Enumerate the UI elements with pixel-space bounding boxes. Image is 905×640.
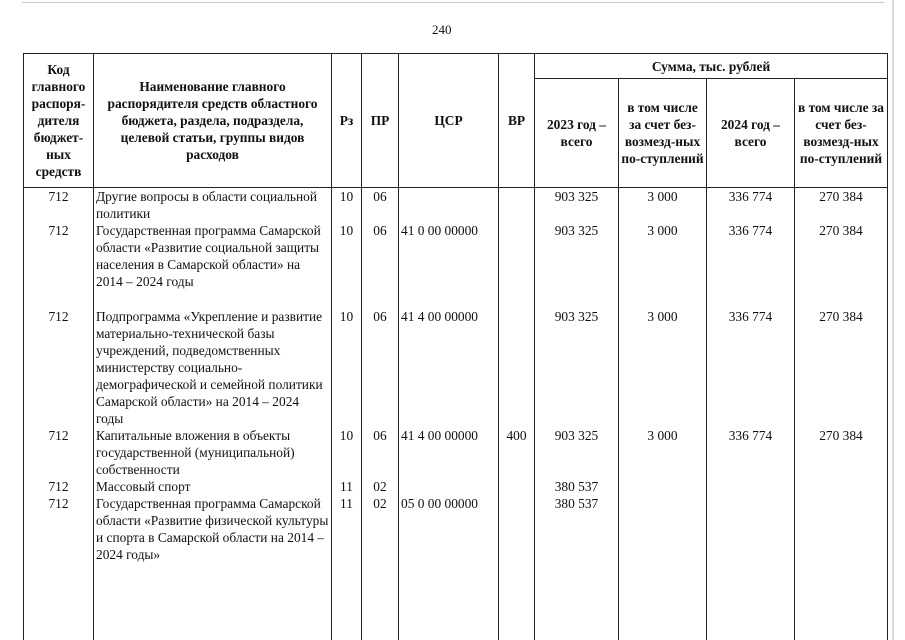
cell-vr: 400	[499, 427, 535, 478]
table-row	[24, 222, 888, 308]
table-row	[24, 308, 888, 427]
cell-2024-free	[795, 478, 888, 495]
budget-table	[23, 53, 888, 640]
cell-2024-free: 270 384	[795, 222, 888, 308]
cell-2023-total: 380 537	[535, 478, 619, 495]
cell-csr: 41 4 00 00000	[399, 427, 499, 478]
cell-rz: 11	[332, 478, 362, 495]
scan-edge-right	[892, 0, 894, 640]
cell-vr	[499, 478, 535, 495]
cell-csr	[399, 188, 499, 223]
header-name: Наименование главного распорядителя средств областного бюджета, раздела, подраздела, целевой статьи, группы видов расходов	[94, 54, 332, 188]
cell-2024-total	[707, 478, 795, 495]
cell-csr: 41 4 00 00000	[399, 308, 499, 427]
cell-2023-free: 3 000	[619, 308, 707, 427]
cell-rz: 10	[332, 188, 362, 223]
cell-2024-total: 336 774	[707, 188, 795, 223]
cell-name: Капитальные вложения в объекты государственной (муниципальной) собственности	[94, 427, 332, 478]
table-header	[24, 54, 888, 188]
cell-2023-total: 903 325	[535, 308, 619, 427]
cell-pr: 02	[362, 478, 399, 495]
header-rz: Рз	[332, 54, 362, 188]
cell-vr	[499, 188, 535, 223]
cell-name: Государственная программа Самарской области «Развитие физической культуры и спорта в Самарской области на 2014 – 2024 годы»	[94, 495, 332, 640]
cell-2024-free	[795, 495, 888, 640]
header-sum-group: Сумма, тыс. рублей	[535, 54, 888, 79]
cell-pr: 06	[362, 188, 399, 223]
cell-vr	[499, 308, 535, 427]
cell-2023-total: 903 325	[535, 222, 619, 308]
table-row	[24, 478, 888, 495]
cell-2023-total: 380 537	[535, 495, 619, 640]
cell-name: Государственная программа Самарской области «Развитие социальной защиты населения в Самарской области» на 2014 – 2024 годы	[94, 222, 332, 308]
cell-2023-free: 3 000	[619, 188, 707, 223]
cell-name: Подпрограмма «Укрепление и развитие материально-технической базы учреждений, подведомственных министерству социально-демографической и семейной политики Самарской области» на 2014 – 2024 годы	[94, 308, 332, 427]
cell-vr	[499, 222, 535, 308]
cell-vr	[499, 495, 535, 640]
header-2024-free: в том числе за счет без-возмезд-ных по-ступлений	[795, 79, 888, 188]
cell-pr: 06	[362, 222, 399, 308]
cell-rz: 10	[332, 222, 362, 308]
cell-code: 712	[24, 188, 94, 223]
header-vr: ВР	[499, 54, 535, 188]
cell-csr: 41 0 00 00000	[399, 222, 499, 308]
cell-2024-total: 336 774	[707, 222, 795, 308]
cell-2024-free: 270 384	[795, 188, 888, 223]
cell-name: Другие вопросы в области социальной политики	[94, 188, 332, 223]
cell-2024-total	[707, 495, 795, 640]
cell-pr: 06	[362, 308, 399, 427]
cell-2023-free: 3 000	[619, 427, 707, 478]
cell-pr: 06	[362, 427, 399, 478]
cell-pr: 02	[362, 495, 399, 640]
cell-rz: 10	[332, 427, 362, 478]
page-number: 240	[432, 22, 452, 37]
cell-code: 712	[24, 222, 94, 308]
cell-rz: 10	[332, 308, 362, 427]
header-code: Код главного распоря-дителя бюджет-ных средств	[24, 54, 94, 188]
cell-code: 712	[24, 308, 94, 427]
cell-code: 712	[24, 478, 94, 495]
cell-rz: 11	[332, 495, 362, 640]
cell-code: 712	[24, 495, 94, 640]
scan-edge-top	[22, 2, 884, 3]
table-row	[24, 495, 888, 640]
header-2023-total: 2023 год – всего	[535, 79, 619, 188]
cell-2024-free: 270 384	[795, 427, 888, 478]
header-csr: ЦСР	[399, 54, 499, 188]
cell-code: 712	[24, 427, 94, 478]
header-2024-total: 2024 год – всего	[707, 79, 795, 188]
cell-name: Массовый спорт	[94, 478, 332, 495]
cell-2023-free	[619, 495, 707, 640]
cell-csr	[399, 478, 499, 495]
cell-2023-total: 903 325	[535, 188, 619, 223]
header-pr: ПР	[362, 54, 399, 188]
table-body	[24, 188, 888, 640]
cell-2023-total: 903 325	[535, 427, 619, 478]
cell-2023-free	[619, 478, 707, 495]
table-row	[24, 427, 888, 478]
table-row	[24, 188, 888, 223]
cell-csr: 05 0 00 00000	[399, 495, 499, 640]
header-2023-free: в том числе за счет без-возмезд-ных по-ступлений	[619, 79, 707, 188]
cell-2023-free: 3 000	[619, 222, 707, 308]
cell-2024-free: 270 384	[795, 308, 888, 427]
cell-2024-total: 336 774	[707, 427, 795, 478]
cell-2024-total: 336 774	[707, 308, 795, 427]
